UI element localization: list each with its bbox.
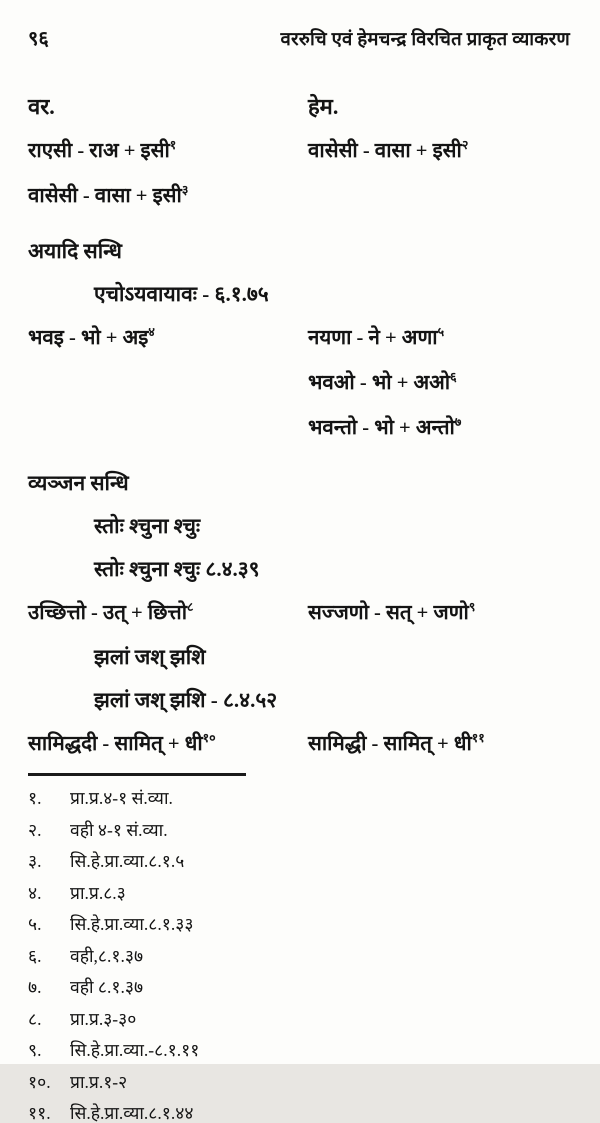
footnote-text: प्रा.प्र.३-३० bbox=[70, 1008, 137, 1029]
entry-nayana bbox=[308, 323, 570, 353]
footnote-item bbox=[28, 1103, 570, 1123]
footnote-text: वही ८.१.३७ bbox=[70, 977, 144, 997]
sutra-jhalam-jas-jhasi: झलां जश् झशि bbox=[94, 645, 206, 669]
footnote-marker: १० bbox=[202, 731, 216, 746]
entry-empty bbox=[28, 413, 308, 443]
entry-text: वासेसी - वासा + इसी bbox=[28, 185, 182, 207]
footnote-item bbox=[28, 977, 570, 997]
column-heading-hemacandra: हेम. bbox=[308, 94, 339, 119]
sutra-stoh-scuna-scuh-ref: स्तोः श्चुना श्चुः ८.४.३९ bbox=[94, 557, 260, 581]
column-heading-vararuci: वर. bbox=[28, 94, 55, 119]
footnote-item bbox=[28, 820, 570, 840]
footnote-text: वही,८.१.३७ bbox=[70, 945, 144, 966]
footnote-item bbox=[28, 883, 570, 903]
footnote-number: ७. bbox=[28, 977, 42, 997]
footnote-marker: ६ bbox=[450, 370, 457, 385]
footnote-number: ११. bbox=[28, 1103, 51, 1123]
footnote-marker: ३ bbox=[181, 183, 189, 198]
footnote-number: २. bbox=[28, 819, 42, 840]
footnote-separator bbox=[28, 773, 246, 776]
section-heading-ayadi-sandhi: अयादि सन्धि bbox=[28, 239, 122, 263]
entry-bhavai bbox=[28, 323, 308, 353]
footnote-marker: २ bbox=[461, 138, 469, 153]
entry-vasesi-var bbox=[28, 181, 308, 211]
entry-samiddhadi bbox=[28, 729, 308, 759]
footnote-marker: ९ bbox=[468, 600, 476, 615]
footnote-number: ९. bbox=[28, 1040, 42, 1060]
footnote-number: ५. bbox=[28, 914, 42, 934]
entry-text: भवन्तो - भो + अन्तो bbox=[308, 417, 455, 439]
entry-row bbox=[28, 729, 570, 759]
entry-text: वासेसी - वासा + इसी bbox=[308, 140, 462, 162]
sutra-eco-ayavayavah: एचोऽयवायावः - ६.१.७५ bbox=[94, 282, 269, 306]
entry-text: सज्जणो - सत् + जणो bbox=[308, 602, 469, 624]
entry-row bbox=[28, 323, 570, 353]
footnote-text: सि.हे.प्रा.व्या.-८.१.११ bbox=[70, 1040, 200, 1060]
footnote-item bbox=[28, 851, 570, 871]
entry-row bbox=[28, 413, 570, 443]
footnote-marker: ७ bbox=[454, 415, 462, 430]
footnote-text: सि.हे.प्रा.व्या.८.१.४४ bbox=[70, 1103, 194, 1123]
footnote-text: सि.हे.प्रा.व्या.८.१.५ bbox=[70, 851, 185, 871]
footnote-item bbox=[28, 1009, 570, 1029]
entry-row bbox=[28, 368, 570, 398]
entry-bhavao bbox=[308, 368, 570, 398]
footnote-number: ८. bbox=[28, 1008, 42, 1029]
entry-text: सामिद्धदी - सामित् + धी bbox=[28, 733, 203, 755]
running-header: वररुचि एवं हेमचन्द्र विरचित प्राकृत व्याकरण bbox=[280, 30, 570, 50]
sutra-jhalam-jas-jhasi-ref: झलां जश् झशि - ८.४.५२ bbox=[94, 688, 278, 712]
footnote-number: ३. bbox=[28, 851, 42, 871]
footnote-text: प्रा.प्र.४-१ सं.व्या. bbox=[70, 788, 173, 808]
footnote-number: ४. bbox=[28, 882, 42, 903]
footnote-item bbox=[28, 914, 570, 934]
footnote-marker: ४ bbox=[148, 325, 155, 340]
footnote-text: प्रा.प्र.८.३ bbox=[70, 882, 126, 903]
footnote-marker: ५ bbox=[437, 325, 445, 340]
footnote-number: १०. bbox=[28, 1071, 51, 1092]
page-number: ९६ bbox=[28, 28, 49, 50]
footnote-marker: ८ bbox=[187, 600, 194, 615]
entry-ucchitto bbox=[28, 598, 308, 628]
footnote-number: १. bbox=[28, 788, 42, 808]
page-header-row bbox=[28, 24, 570, 51]
entry-row bbox=[28, 136, 570, 166]
entry-raesi bbox=[28, 136, 308, 166]
entry-row bbox=[28, 181, 570, 211]
entry-row bbox=[28, 598, 570, 628]
entry-sajjano bbox=[308, 598, 570, 628]
footnote-marker: १ bbox=[169, 138, 177, 153]
footnote-marker: ११ bbox=[471, 731, 485, 746]
footnotes-section bbox=[28, 788, 570, 1123]
entry-text: उच्छित्तो - उत् + छित्तो bbox=[28, 602, 188, 624]
entry-vasesi-hem bbox=[308, 136, 570, 166]
entry-samiddhi bbox=[308, 729, 570, 759]
sutra-stoh-scuna-scuh: स्तोः श्चुना श्चुः bbox=[94, 514, 201, 538]
footnote-item bbox=[28, 1072, 570, 1092]
entry-text: सामिद्धी - सामित् + धी bbox=[308, 733, 472, 755]
entry-text: राएसी - राअ + इसी bbox=[28, 140, 170, 162]
footnote-text: वही ४-१ सं.व्या. bbox=[70, 819, 168, 840]
entry-text: भवइ - भो + अइ bbox=[28, 327, 149, 349]
column-headings bbox=[28, 91, 570, 121]
footnote-item bbox=[28, 788, 570, 808]
footnote-item bbox=[28, 1040, 570, 1060]
section-heading-vyanjana-sandhi: व्यञ्जन सन्धि bbox=[28, 471, 129, 495]
footnote-number: ६. bbox=[28, 945, 42, 966]
entry-empty bbox=[308, 181, 570, 211]
footnote-item bbox=[28, 946, 570, 966]
footnote-text: सि.हे.प्रा.व्या.८.१.३३ bbox=[70, 914, 194, 934]
entry-text: नयणा - ने + अणा bbox=[308, 327, 438, 349]
footnote-text: प्रा.प्र.१-२ bbox=[70, 1071, 128, 1092]
entry-empty bbox=[28, 368, 308, 398]
entry-text: भवओ - भो + अओ bbox=[308, 372, 451, 394]
entry-bhavanto bbox=[308, 413, 570, 443]
